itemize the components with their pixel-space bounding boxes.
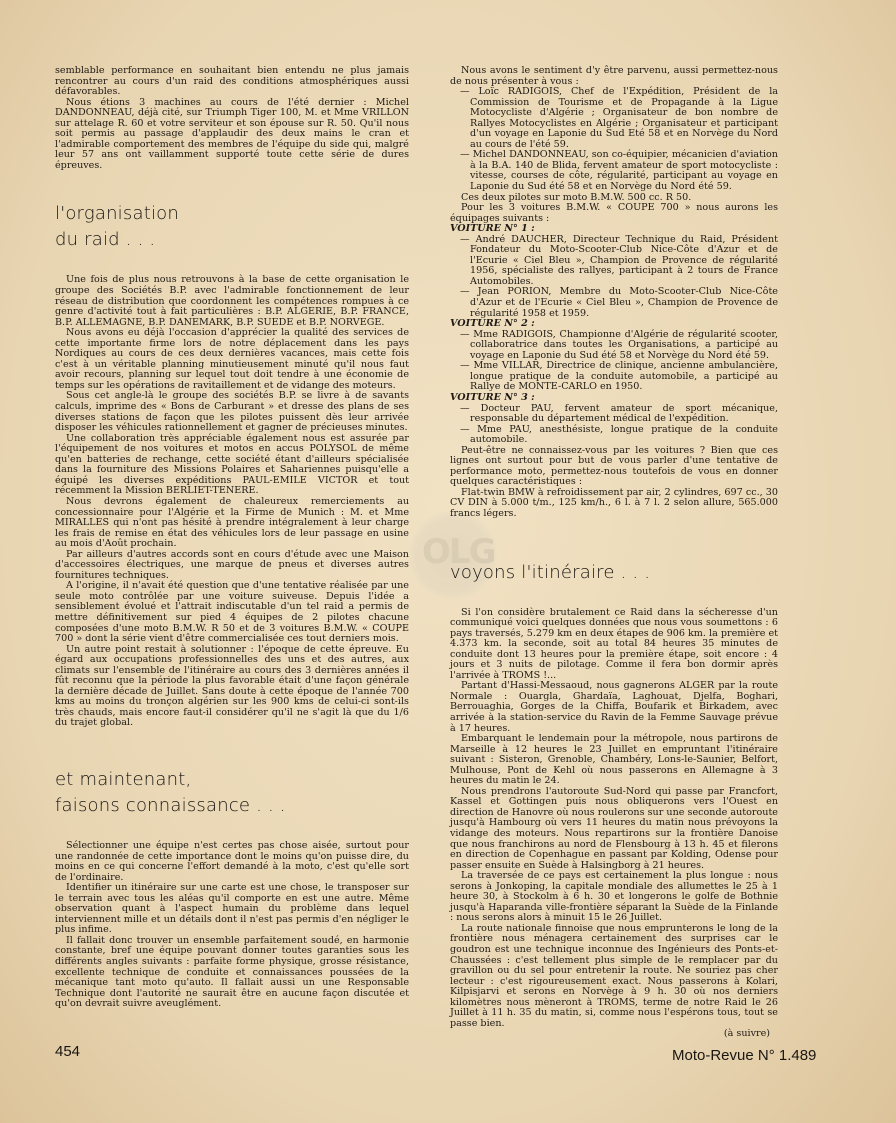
paragraph: Peut-être ne connaissez-vous par les voitures ? Bien que ces lignes ont surtout pour but de vous parler d'une tentative de performance moto, permettez-nous toutefois de vous en donner quelques caractéristiques :	[450, 444, 778, 488]
team-member: — Michel DANDONNEAU, son co-équipier, mécanicien d'aviation à la B.A. 140 de Blida, fervent amateur de sport motocycliste : vitesse, courses de côte, régularité, participant au voyage en Laponie du Sud été 58 et en Norvège du Nord été 59.	[460, 149, 778, 193]
heading-line: du raid . . .	[55, 229, 156, 251]
paragraph: Partant d'Hassi-Messaoud, nous gagnerons ALGER par la route Normale : Ouargla, Ghardaïa, Laghouat, Djelfa, Boghari, Berrouaghia, Gorges de la Chiffa, Boufarik et Birkadem, avec arrivée à la station-service du Ravin de la Femme Sauvage prévue à 17 heures.	[450, 680, 778, 734]
paragraph: Nous étions 3 machines au cours de l'été dernier : Michel DANDONNEAU, déjà cité, sur Triumph Tiger 100, M. et Mme VRILLON sur attelage R. 60 et votre serviteur et son épouse sur R. 50. Qu'il nous soit permis au passage d'applaudir des deux mains le cran et l'admirable comportement des membres de l'équipe du side qui, malgré leur 57 ans ont vaillamment supporté toute cette série de dures épreuves.	[55, 96, 409, 171]
team-member: — Mme PAU, anesthésiste, longue pratique de la conduite automobile.	[460, 423, 778, 446]
publication-footer: Moto-Revue N° 1.489	[672, 1047, 817, 1064]
team-member: — Mme VILLAR, Directrice de clinique, ancienne ambulancière, longue pratique de la conduite automobile, a participé au Rallye de MONTE-CARLO en 1950.	[460, 360, 778, 393]
team-member: — Mme RADIGOIS, Championne d'Algérie de régularité scooter, collaboratrice dans toutes les Organisations, a participé au voyage en Laponie du Sud été 58 et Norvège du Nord été 59.	[460, 328, 778, 361]
section-heading-itineraire	[450, 560, 778, 586]
paragraph: Pour les 3 voitures B.M.W. « COUPE 700 » nous aurons les équipages suivants :	[450, 202, 778, 224]
car-heading: VOITURE N° 3 :	[450, 391, 535, 403]
heading-line: voyons l'itinéraire . . .	[450, 561, 651, 583]
watermark-text: OLG	[422, 532, 495, 572]
paragraph: Nous devrons également de chaleureux remerciements au concessionnaire pour l'Algérie et la Firme de Munich : M. et Mme MIRALLES qui n'ont pas hésité à prendre intégralement à leur charge les frais de remise en état des véhicules lors de leur passage en usine au mois d'Août prochain.	[55, 495, 409, 550]
section-heading-organisation	[55, 201, 409, 253]
paragraph: La traversée de ce pays est certainement la plus longue : nous serons à Jonkoping, la capitale mondiale des allumettes le 25 à 1 heure 30, à Stockolm à 6 h. 30 et longerons le golfe de Bothnie jusqu'à Haparanda ville-frontière séparant la Suède de la Finlande : nous serons alors à minuit 15 le 26 Juillet.	[450, 870, 778, 924]
paragraph: Embarquant le lendemain pour la métropole, nous partirons de Marseille à 12 heures le 23 Juillet en empruntant l'itinéraire suivant : Sisteron, Grenoble, Chambéry, Lons-le-Saunier, Belfort, Mulhouse, Pont de Kehl où nous passerons en Allemagne à 3 heures du matin le 24.	[450, 733, 778, 787]
heading-line: et maintenant,	[55, 768, 192, 790]
paragraph: Un autre point restait à solutionner : l'époque de cette épreuve. Eu égard aux occupations professionnelles des uns et des autres, aux climats sur l'ensemble de l'itinéraire au cours des 3 dernières années il fût reconnu que la période la plus favorable était d'une façon générale la dernière décade de Juillet. Sans doute à cette époque de l'année 700 kms au moins du tronçon algérien sur les 900 kms de celui-ci sont-ils très chauds, mais encore faut-il considérer qu'il ne s'agit là que du 1/6 du trajet global.	[55, 643, 409, 729]
paragraph: Ces deux pilotes sur moto B.M.W. 500 cc. R 50.	[461, 191, 692, 203]
paragraph: Nous avons eu déjà l'occasion d'apprécier la qualité des services de cette importante firme lors de notre déplacement dans les pays Nordiques au cours de ces deux dernières vacances, mais cette fois c'est à un véritable planning minutieusement minuté qu'il nous faut avoir recours, planning sur lequel tout doit tendre à une économie de temps sur les opérations de ravitaillement et de vidange des moteurs.	[55, 327, 409, 391]
car-heading: VOITURE N° 2 :	[450, 318, 535, 330]
paragraph: Nous avons le sentiment d'y être parvenu, aussi permettez-nous de nous présenter à vous :	[450, 65, 778, 87]
to-be-continued: (à suivre)	[723, 1028, 770, 1040]
paragraph: Il fallait donc trouver un ensemble parfaitement soudé, en harmonie constante, bref une équipe pouvant donner toutes garanties sous les différents angles suivants : parfaite forme physique, grosse résistance, excellente technique de conduite et connaissances poussées de la mécanique tant moto qu'auto. Il fallait aussi un une Responsable Technique dont l'autorité ne saurait être en aucune façon discutée et qu'on devrait suivre aveuglément.	[55, 934, 409, 1010]
paragraph: A l'origine, il n'avait été question que d'une tentative réalisée par une seule moto contrôlée par une voiture suiveuse. Depuis l'idée a sensiblement évolué et l'attrait indiscutable d'un tel raid a permis de mettre définitivement sur pied 4 équipes de 2 pilotes chacune composées d'une moto B.M.W. R 50 et de 3 voitures B.M.W. « COUPE 700 » dont la série vient d'être commercialisée ces tout derniers mois.	[55, 580, 409, 645]
paragraph: semblable performance en souhaitant bien entendu ne plus jamais rencontrer au cours d'un raid des conditions atmosphériques aussi défavorables.	[55, 65, 409, 98]
right-column	[450, 66, 778, 1040]
heading-line: l'organisation	[55, 203, 179, 225]
heading-line: faisons connaissance . . .	[55, 794, 286, 816]
car-heading: VOITURE N° 1 :	[450, 223, 535, 235]
paragraph: Sous cet angle-là le groupe des sociétés B.P. se livre à de savants calculs, imprime des « Bons de Carburant » et dresse des plans de ses diverses stations de façon que les pilotes puissent dès leur arrivée disposer les véhicules rationnellement et gagner de précieuses minutes.	[55, 390, 409, 434]
paragraph: Flat-twin BMW à refroidissement par air, 2 cylindres, 697 cc., 30 CV DIN à 5.000 t/m., 125 km/h., 6 l. à 7 l. 2 selon allure, 565.000 francs légers.	[450, 486, 778, 519]
paragraph: Une fois de plus nous retrouvons à la base de cette organisation le groupe des Sociétés B.P. avec l'admirable fonctionnement de leur réseau de distribution que coordonnent les compétences rompues à ce genre d'activité tout à fait particulières : B.P. ALGERIE, B.P. FRANCE, B.P. ALLEMAGNE, B.P. DANEMARK, B.P. SUEDE et B.P. NORVEGE.	[55, 274, 409, 328]
section-heading-connaissance	[55, 767, 409, 819]
paragraph: Une collaboration très appréciable également nous est assurée par l'équipement de nos voitures et motos en accus POLYSOL de même qu'en batteries de rechange, cette société étant d'ailleurs spécialisée dans la fourniture des Missions Polaires et Sahariennes puisqu'elle a équipé les diverses expéditions PAUL-EMILE VICTOR et tout récemment la Mission BERLIET-TENERE.	[55, 432, 409, 497]
paragraph: La route nationale finnoise que nous emprunterons le long de la frontière nous ménagera certainement des surprises car le goudron est une technique inconnue des Ingénieurs des Ponts-et-Chaussées : c'est tellement plus simple de le remplacer par du gravillon ou du sel pour entretenir la route. Ne souriez pas cher lecteur : c'est rigoureusement exact. Nous passerons à Kolari, Kilpisjarvi et serons en Norvège à 9 h. 30 où nos derniers kilomètres nous mèneront à TROMS, terme de notre Raid le 26 Juillet à 11 h. 35 du matin, si, comme nous l'espérons tous, tout se passe bien.	[450, 922, 778, 1029]
paragraph: Par ailleurs d'autres accords sont en cours d'étude avec une Maison d'accessoires électriques, une marque de pneus et diverses autres fournitures techniques.	[55, 548, 409, 581]
team-member: — André DAUCHER, Directeur Technique du Raid, Président Fondateur du Moto-Scooter-Club Nice-Côte d'Azur et de l'Ecurie « Ciel Bleu », Champion de Provence de régularité 1956, spécialiste des rallyes, participant à 2 tours de France Automobiles.	[460, 233, 778, 287]
paragraph: Identifier un itinéraire sur une carte est une chose, le transposer sur le terrain avec tous les aléas qu'il comporte en est une autre. Même observation quant à l'aspect humain du problème dans lequel interviennent mille et un détails dont il n'est pas permis d'en négliger le plus infime.	[55, 882, 409, 936]
paragraph: Nous prendrons l'autoroute Sud-Nord qui passe par Francfort, Kassel et Gottingen puis nous obliquerons vers l'Ouest en direction de Hanovre où nous roulerons sur une seconde autoroute jusqu'à Hambourg où vers 11 heures du matin nous prévoyons la vidange des moteurs. Nous repartirons sur la frontière Danoise que nous franchirons au nord de Flensbourg à 13 h. 45 et filerons en direction de Copenhague en passant par Kolding, Odense pour passer ensuite en Suède à Halsingborg à 21 heures.	[450, 785, 778, 871]
paragraph: Si l'on considère brutalement ce Raid dans la sécheresse d'un communiqué voici quelques données que nous vous soumettons : 6 pays traversés, 5.279 km en deux étapes de 906 km. la première et 4.373 km. la seconde, soit au total 84 heures 35 minutes de conduite dont 13 heures pour la première étape, soit encore : 4 jours et 3 nuits de pilotage. Comme il fera bon dormir après l'arrivée à TROMS !...	[450, 606, 778, 681]
page-number: 454	[55, 1043, 81, 1060]
team-member: — Jean PORION, Membre du Moto-Scooter-Club Nice-Côte d'Azur et de l'Ecurie « Ciel Bleu », Champion de Provence de régularité 1958 et 1959.	[460, 286, 778, 319]
team-member: — Docteur PAU, fervent amateur de sport mécanique, responsable du département médical de l'expédition.	[460, 402, 778, 425]
paragraph: Sélectionner une équipe n'est certes pas chose aisée, surtout pour une randonnée de cette importance dont le moins qu'on puisse dire, du moins en ce qui concerne l'effort demandé à la moto, c'est qu'elle sort de l'ordinaire.	[55, 839, 409, 883]
left-column	[55, 66, 409, 1010]
team-member: — Loïc RADIGOIS, Chef de l'Expédition, Président de la Commission de Tourisme et de Propagande à la Ligue Motocycliste d'Algérie ; Organisateur de bon nombre de Rallyes Motocyclistes en Algérie ; Organisateur et participant d'un voyage en Laponie du Sud Eté 58 et en Norvège du Nord au cours de l'été 59.	[460, 86, 778, 150]
